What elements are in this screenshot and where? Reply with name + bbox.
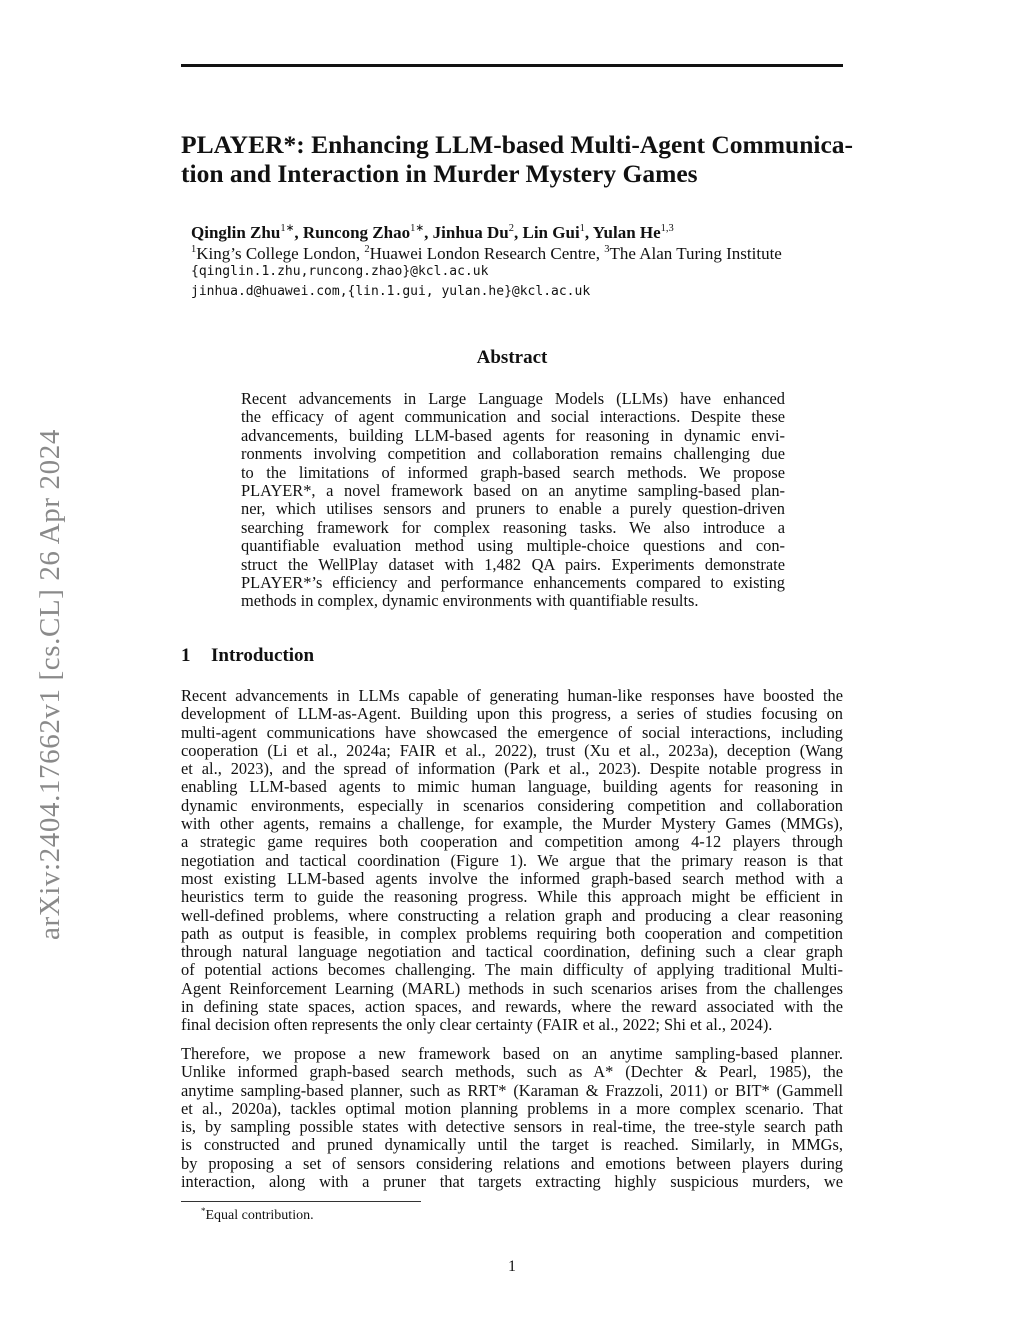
text-line: by proposing a set of sensors considering relations and emotions between players during <box>181 1153 843 1173</box>
email-line: jinhua.d@huawei.com,{lin.1.gui, yulan.he}@kcl.ac.uk <box>191 284 591 299</box>
text-line: anytime sampling-based planner, such as RRT* (Karaman & Frazzoli, 2011) or BIT* (Gammell <box>181 1080 843 1100</box>
title-line: PLAYER*: Enhancing LLM-based Multi-Agent Communica- <box>181 130 854 159</box>
text-line: enabling LLM-based agents to mimic human language, building agents for reasoning in <box>181 777 843 797</box>
abstract-body <box>241 390 785 611</box>
author-list <box>191 222 674 244</box>
text-line: Agent Reinforcement Learning (MARL) methods in such scenarios arises from the challenges <box>181 978 843 998</box>
affiliation-name: King’s College London, <box>196 244 365 263</box>
affiliation-mark: 1 <box>191 244 197 255</box>
abstract-line: PLAYER*’s efficiency and performance enhancements compared to existing <box>241 573 785 593</box>
author-mark: 1∗ <box>280 223 295 234</box>
author-name: Yulan He <box>592 223 661 242</box>
text-line: dynamic environments, especially in scenarios considering competition and collaboration <box>181 795 843 815</box>
text-line: heuristics term to guide the reasoning progress. While this approach might be efficient in <box>181 887 843 907</box>
author-separator: , <box>424 223 433 242</box>
abstract-line: the efficacy of agent communication and social interactions. Despite these <box>241 407 785 427</box>
author-mark: 1∗ <box>410 223 425 234</box>
text-line: in defining state spaces, action spaces, and rewards, where the reward associated with the <box>181 997 843 1017</box>
text-line: negotiation and tactical coordination (Figure 1). We argue that the primary reason is that <box>181 850 843 870</box>
section-title: Introduction <box>211 645 315 666</box>
text-line: path as output is feasible, in complex problems requiring both cooperation and competition <box>181 923 843 943</box>
text-line: development of LLM-as-Agent. Building upon this progress, a series of studies focusing on <box>181 704 843 724</box>
section-heading <box>181 644 314 668</box>
intro-paragraph <box>181 687 843 1035</box>
affiliation-mark: 3 <box>604 244 610 255</box>
abstract-line: ner, which utilises sensors and pruners to enable a purely question-driven <box>241 499 785 519</box>
affiliation-name: Huawei London Research Centre, <box>369 244 605 263</box>
author-mark: 1 <box>579 223 585 234</box>
author-name: Qinglin Zhu <box>191 223 281 242</box>
author-separator: , <box>514 223 523 242</box>
text-line: Unlike informed graph-based search methods, such as A* (Dechter & Pearl, 1985), the <box>181 1062 843 1082</box>
section-number: 1 <box>181 645 191 666</box>
author-separator: , <box>294 223 303 242</box>
intro-paragraph <box>181 1045 843 1191</box>
abstract-line: advancements, building LLM-based agents for reasoning in dynamic envi- <box>241 425 785 445</box>
abstract-line: searching framework for complex reasoning tasks. We also introduce a <box>241 517 785 537</box>
affiliation-mark: 2 <box>364 244 370 255</box>
author-mark: 2 <box>508 223 514 234</box>
title-line: tion and Interaction in Murder Mystery Games <box>181 159 698 188</box>
text-line: interaction, along with a pruner that targets extracting highly suspicious murders, we <box>181 1172 843 1192</box>
text-line: with other agents, remains a challenge, for example, the Murder Mystery Games (MMGs), <box>181 814 843 834</box>
footnote-mark: * <box>201 1206 206 1216</box>
paper-title <box>181 130 854 188</box>
text-line: is constructed and pruned dynamically until the target is reached. Similarly, in MMGs, <box>181 1135 843 1155</box>
abstract-line: struct the WellPlay dataset with 1,482 QA pairs. Experiments demonstrate <box>241 554 785 574</box>
author-name: Lin Gui <box>522 223 580 242</box>
author-name: Jinhua Du <box>432 223 509 242</box>
abstract-line: methods in complex, dynamic environments with quantifiable results. <box>241 591 699 611</box>
footnote <box>201 1207 314 1225</box>
affiliation-name: The Alan Turing Institute <box>609 244 782 263</box>
footnote-rule <box>181 1201 421 1202</box>
abstract-line: ronments involving competition and collaboration remains challenging due <box>241 444 785 464</box>
text-line: well-defined problems, where constructing a relation graph and producing a clear reasoning <box>181 905 843 925</box>
text-line: Therefore, we propose a new framework based on an anytime sampling-based planner. <box>181 1044 843 1063</box>
text-line: et al., 2023), and the spread of information (Park et al., 2023). Despite notable progress in <box>181 759 843 779</box>
abstract-line: Recent advancements in Large Language Models (LLMs) have enhanced <box>241 389 785 408</box>
footnote-text: Equal contribution. <box>205 1208 314 1223</box>
text-line: multi-agent communications have showcased the emergence of social interactions, including <box>181 722 843 742</box>
arxiv-stamp: arXiv:2404.17662v1 [cs.CL] 26 Apr 2024 <box>34 429 66 940</box>
affiliations <box>191 244 782 264</box>
top-rule <box>181 64 843 67</box>
text-line: a strategic game requires both cooperation and competition among 4-12 players through <box>181 832 843 852</box>
text-line: through natural language negotiation and tactical coordination, defining such a clear graph <box>181 942 843 962</box>
text-line: et al., 2020a), tackles optimal motion planning problems in a more complex scenario. That <box>181 1098 843 1118</box>
abstract-line: PLAYER*, a novel framework based on an anytime sampling-based plan- <box>241 481 785 501</box>
abstract-line: to the limitations of informed graph-based search methods. We propose <box>241 462 785 482</box>
text-line: is, by sampling possible states with detective sensors in real-time, the tree-style search path <box>181 1117 843 1137</box>
author-separator: , <box>584 223 593 242</box>
author-mark: 1,3 <box>660 223 674 234</box>
page-number: 1 <box>508 1258 516 1275</box>
author-name: Runcong Zhao <box>302 223 411 242</box>
text-line: final decision often represents the only clear certainty (FAIR et al., 2022; Shi et al., 2024). <box>181 1015 773 1035</box>
email-line: {qinglin.1.zhu,runcong.zhao}@kcl.ac.uk <box>191 264 489 279</box>
text-line: Recent advancements in LLMs capable of generating human-like responses have boosted the <box>181 686 843 705</box>
abstract-line: quantifiable evaluation method using multiple-choice questions and con- <box>241 536 785 556</box>
text-line: of potential actions becomes challenging. The main difficulty of applying traditional Multi- <box>181 960 843 980</box>
abstract-heading: Abstract <box>476 347 548 368</box>
text-line: most existing LLM-based agents involve the informed graph-based search method with a <box>181 868 843 888</box>
text-line: cooperation (Li et al., 2024a; FAIR et al., 2022), trust (Xu et al., 2023a), deception (Wang <box>181 740 843 760</box>
